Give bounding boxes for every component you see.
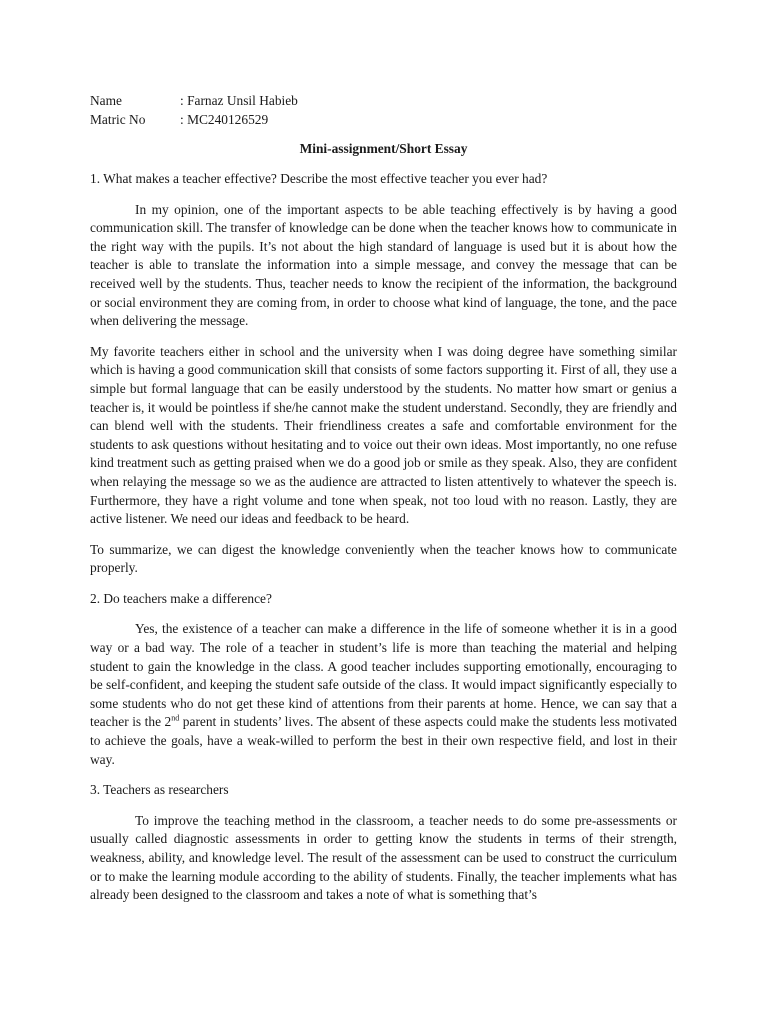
q2-paragraph-1-part-b: parent in students’ lives. The absent of these aspects could make the students less motivated to achieve the goals, have a weak-willed to perform the best in their own respective field, and lost in their way. xyxy=(90,714,677,767)
q3-paragraph-1: To improve the teaching method in the classroom, a teacher needs to do some pre-assessments or usually called diagnostic assessments in order to getting know the students in terms of their strength, weakness, ability, and knowledge level. The result of the assessment can be used to construct the curriculum or to make the learning module according to the ability of students. Finally, the teacher implements what has already been designed to the classroom and takes a note of what is something that’s xyxy=(90,812,677,903)
document-title: Mini-assignment/Short Essay xyxy=(299,141,468,156)
name-label: Name xyxy=(90,93,122,108)
document-page xyxy=(90,91,677,905)
question-3: 3. Teachers as researchers xyxy=(90,782,229,798)
q1-paragraph-1: In my opinion, one of the important aspects to be able teaching effectively is by having a good communication skill. The transfer of knowledge can be done when the teacher knows how to communicate in the right way with the pupils. It’s not about the high standard of language is used but it is about how the teacher is able to translate the information into a simple message, and convey the message that can be received well by the students. Thus, teacher needs to know the recipient of the information, the background or social environment they are coming from, in order to choose what kind of language, the tone, and the pace when delivering the message. xyxy=(90,201,677,329)
matric-row xyxy=(90,110,677,129)
q1-paragraph-2: My favorite teachers either in school and the university when I was doing degree have something similar which is having a good communication skill that consists of some factors supporting it. First of all, they use a simple but formal language that can be easily understood by the students. No matter how smart or genius a teacher is, it would be pointless if she/he cannot make the student understand. Secondly, they are friendly and can blend well with the students. Their friendliness creates a safe and comfortable environment for the students to ask questions without hesitating and to voice out their own ideas. Most importantly, no one refuse kind treatment such as getting praised when we do a good job or smile as they speak. Also, they are confident when relaying the message so we as the audience are attracted to listen attentively to whatever the speech is. Furthermore, they have a right volume and tone when speak, not too loud with no reason. Lastly, they are active listener. We need our ideas and feedback to be heard. xyxy=(90,343,677,527)
q2-paragraph-1 xyxy=(90,620,677,769)
question-2: 2. Do teachers make a difference? xyxy=(90,590,272,606)
q2-paragraph-1-part-a: Yes, the existence of a teacher can make a difference in the life of someone whether it is in a good way or a bad way. The role of a teacher in student’s life is more than teaching the material and helping student to gain the knowledge in the class. A good teacher includes supporting emotionally, encouraging to be self-confident, and keeping the student safe outside of the class. It would impact significantly especially to some students who do not get these kind of attentions from their parents at home. Hence, we can say that a teacher is the 2 xyxy=(90,621,677,730)
matric-label: Matric No xyxy=(90,112,146,127)
matric-value: : MC240126529 xyxy=(180,112,269,127)
name-row xyxy=(90,91,677,110)
name-value: : Farnaz Unsil Habieb xyxy=(180,93,298,108)
q1-paragraph-3: To summarize, we can digest the knowledge conveniently when the teacher knows how to communicate properly. xyxy=(90,541,677,576)
ordinal-suffix: nd xyxy=(171,713,180,723)
question-1: 1. What makes a teacher effective? Describe the most effective teacher you ever had? xyxy=(90,171,548,186)
